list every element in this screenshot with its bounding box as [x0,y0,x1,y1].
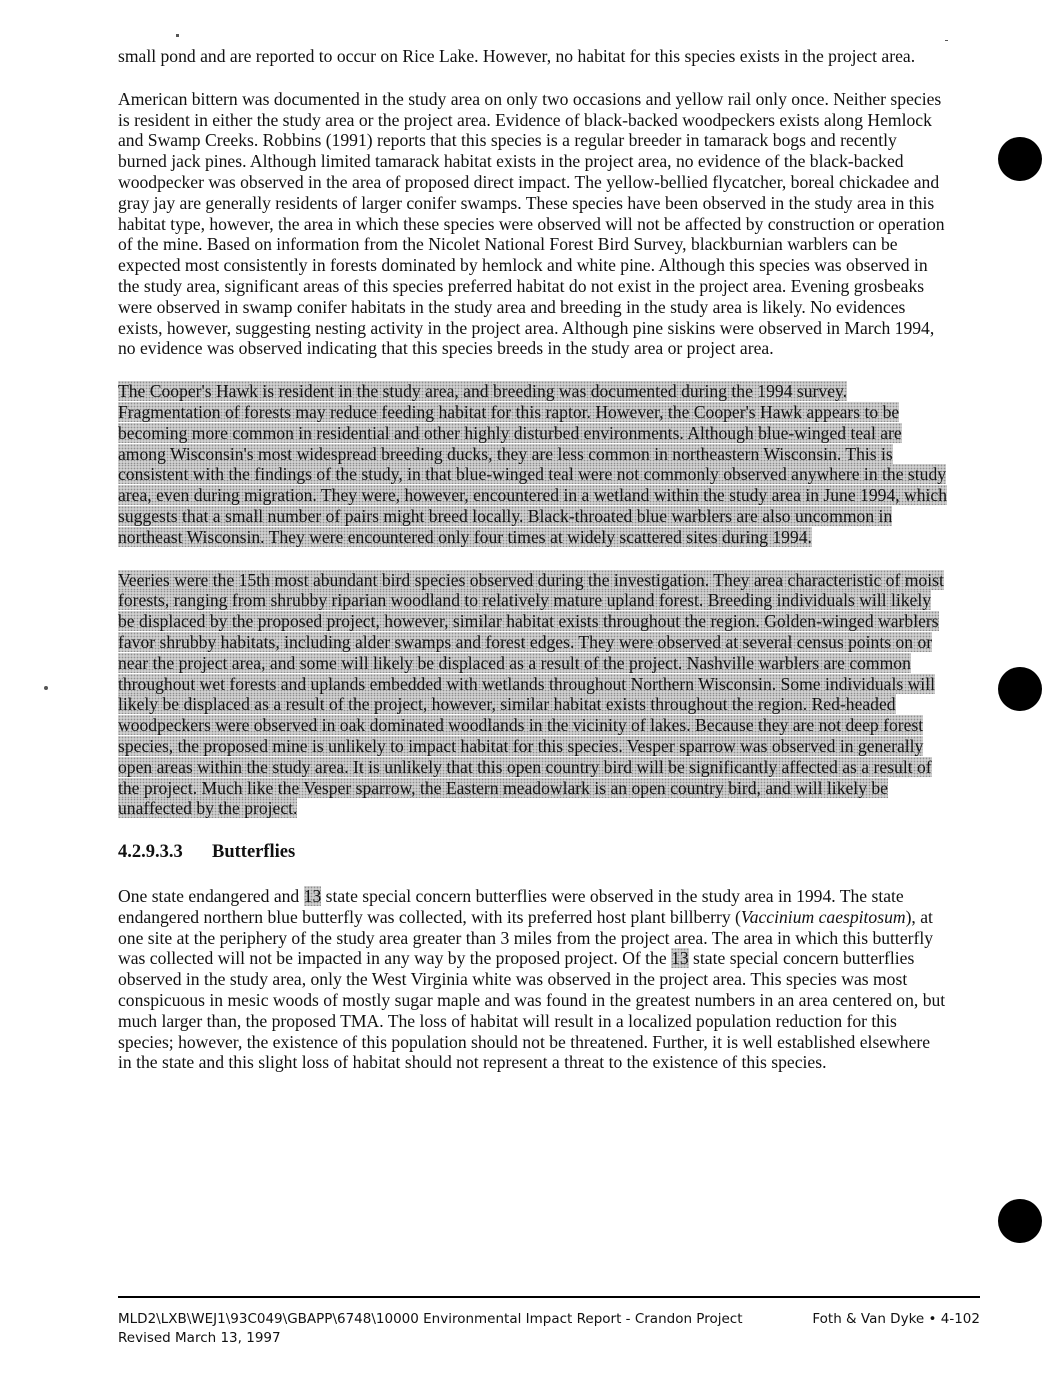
paragraph-veeries [118,570,948,820]
paragraph-pond-habitat: small pond and are reported to occur on Rice Lake. However, no habitat for this species exists in the project area. [118,46,916,66]
footer-page-number: Foth & Van Dyke • 4-102 [812,1311,980,1327]
scan-speck-left [44,686,48,690]
scan-speck-top [176,34,179,37]
shaded-number-13: 13 [303,886,322,907]
footer-file-path: MLD2\LXB\WEJ1\93C049\GBAPP\6748\10000 Environmental Impact Report - Crandon Project [118,1311,743,1327]
section-heading [118,841,948,863]
paragraph-coopers-hawk [118,381,948,547]
document-body [118,46,948,1095]
species-latin-name: Vaccinium caespitosum [740,906,906,927]
punch-hole-middle [998,667,1042,711]
shaded-revision-veeries: Veeries were the 15th most abundant bird species observed during the investigation. They area characteristic of moist forests, ranging from shrubby riparian woodland to relatively mature upland forest. Breeding individuals will likely be displaced by the proposed project, however, similar habitat exists throughout the region. Golden-winged warblers favor shrubby habitats, including alder swamps and forest edges. They were observed at several census points on or near the project area, and some will likely be displaced as a result of the project. Nashville warblers are common throughout wet forests and uplands embedded with wetlands throughout Northern Wisconsin. Some individuals will likely be displaced as a result of the project, however, similar habitat exists throughout the region. Red-headed woodpeckers were observed in oak dominated woodlands in the vicinity of lakes. Because they are not deep forest species, the proposed mine is unlikely to impact habitat for this species. Vesper sparrow was observed in generally open areas within the study area. It is unlikely that this open country bird will be significantly affected as a result of the project. Much like the Vesper sparrow, the Eastern meadowlark is an open country bird, and will likely be unaffected by the project. [118,569,944,819]
shaded-revision-coopers-hawk: The Cooper's Hawk is resident in the study area, and breeding was documented during the 1994 survey. Fragmentation of forests may reduce feeding habitat for this raptor. However, the Cooper's Hawk appears to be becoming more common in residential and other highly disturbed environments. Although blue-winged teal are among Wisconsin's most widespread breeding ducks, they are less common in northeastern Wisconsin. This is consistent with the findings of the study, in that blue-winged teal were not commonly observed anywhere in the study area, even during migration. They were, however, encountered in a wetland within the study area in June 1994, which suggests that a small number of pairs might breed locally. Black-throated blue warblers are also uncommon in northeast Wisconsin. They were encountered only four times at widely scattered sites during 1994. [118,381,948,547]
section-title: Butterflies [212,842,296,863]
paragraph-butterflies: One state endangered and 13 state special concern butterflies were observed in the study area in 1994. The state endangered northern blue butterfly was collected, with its preferred host plant billberry (Vaccinium caespitosum), at one site at the periphery of the study area greater than 3 miles from the project area. The area in which this butterfly was collected will not be impacted in any way by the proposed project. Of the 13 state special concern butterflies observed in the study area, only the West Virginia white was observed in the project area. This species was most conspicuous in mesic woods of mostly sugar maple and was found in the greatest numbers in an area centered on, but much larger than, the proposed TMA. The loss of habitat will result in a localized population reduction for this species; however, the existence of this population should not be threatened. Further, it is well established elsewhere in the state and this slight loss of habitat should not represent a threat to the existence of this species. [118,886,946,1073]
shaded-number-13-second: 13 [671,948,689,969]
footer-divider [118,1296,980,1298]
footer-revised-date: Revised March 13, 1997 [118,1330,281,1346]
section-number: 4.2.9.3.3 [118,842,183,863]
punch-hole-bottom [998,1199,1042,1243]
paragraph-bittern-woodpecker: American bittern was documented in the study area on only two occasions and yellow rail only once. Neither species is resident in either the study area or the project area. Evidence of black-backed woodpeckers exists along Hemlock and Swamp Creeks. Robbins (1991) reports that this species is a regular breeder in tamarack bogs and recently burned jack pines. Although limited tamarack habitat exists in the project area, no evidence of the black-backed woodpecker was observed in the area of proposed direct impact. The yellow-bellied flycatcher, boreal chickadee and gray jay are generally residents of larger conifer swamps. These species have been observed in the study area in this habitat type, however, the area in which these species were observed will not be affected by construction or operation of the mine. Based on information from the Nicolet National Forest Bird Survey, blackburnian warblers can be expected most consistently in forests dominated by hemlock and white pine. Although this species was observed in the study area, significant areas of this species preferred habitat do not exist in the project area. Evening grosbeaks were observed in swamp conifer habitats in the study area and breeding in the study area is likely. No evidences exists, however, suggesting nesting activity in the project area. Although pine siskins were observed in March 1994, no evidence was observed indicating that this species breeds in the study area or project area. [118,88,945,359]
punch-hole-top [998,137,1042,181]
scan-speck-top-right [945,40,948,41]
